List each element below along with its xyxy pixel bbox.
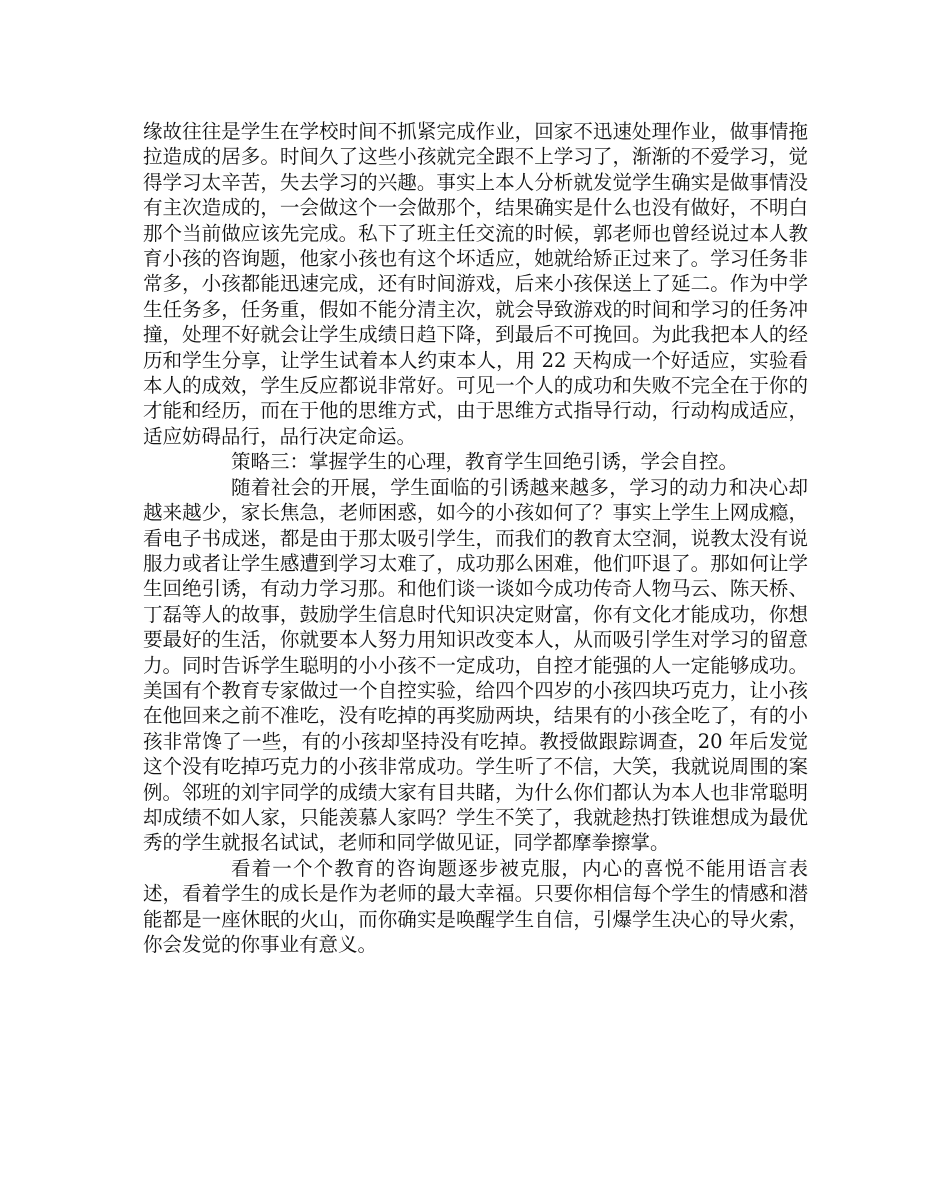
body-text [143, 119, 808, 957]
strategy-heading: 策略三：掌握学生的心理，教育学生回绝引诱，学会自控。 [231, 450, 739, 474]
paragraph-continuation: 缘故往往是学生在学校时间不抓紧完成作业，回家不迅速处理作业，做事情拖拉造成的居多。时间久了这些小孩就完全跟不上学习了，渐渐的不爱学习，觉得学习太辛苦，失去学习的兴趣。事实上本人分析就发觉学生确实是做事情没有主次造成的，一会做这个一会做那个，结果确实是什么也没有做好，不明白那个当前做应该先完成。私下了班主任交流的时候，郭老师也曾经说过本人教育小孩的咨询题，他家小孩也有这个坏适应，她就给矫正过来了。学习任务非常多，小孩都能迅速完成，还有时间游戏，后来小孩保送上了延二。作为中学生任务多，任务重，假如不能分清主次，就会导致游戏的时间和学习的任务冲撞，处理不好就会让学生成绩日趋下降，到最后不可挽回。为此我把本人的经历和学生分享，让学生试着本人约束本人，用 22 天构成一个好适应，实验看本人的成效，学生反应都说非常好。可见一个人的成功和失败不完全在于你的才能和经历，而在于他的思维方式，由于思维方式指导行动，行动构成适应，适应妨碍品行，品行决定命运。 [143, 120, 808, 448]
paragraph-conclusion: 看着一个个教育的咨询题逐步被克服，内心的喜悦不能用语言表述，看着学生的成长是作为老师的最大幸福。只要你相信每个学生的情感和潜能都是一座休眠的火山，而你确实是唤醒学生自信，引爆学生决心的导火索，你会发觉的你事业有意义。 [143, 856, 808, 956]
paragraph-strategy-three: 随着社会的开展，学生面临的引诱越来越多，学习的动力和决心却越来越少，家长焦急，老师困惑，如今的小孩如何了？事实上学生上网成瘾，看电子书成迷，都是由于那太吸引学生，而我们的教育太空洞，说教太没有说服力或者让学生感遭到学习太难了，成功那么困难，他们吓退了。那如何让学生回绝引诱，有动力学习那。和他们谈一谈如今成功传奇人物马云、陈天桥、丁磊等人的故事，鼓励学生信息时代知识决定财富，你有文化才能成功，你想要最好的生活，你就要本人努力用知识改变本人，从而吸引学生对学习的留意力。同时告诉学生聪明的小小孩不一定成功，自控才能强的人一定能够成功。美国有个教育专家做过一个自控实验，给四个四岁的小孩四块巧克力，让小孩在他回来之前不准吃，没有吃掉的再奖励两块，结果有的小孩全吃了，有的小孩非常馋了一些，有的小孩却坚持没有吃掉。教授做跟踪调查，20 年后发觉这个没有吃掉巧克力的小孩非常成功。学生听了不信，大笑，我就说周围的案例。邻班的刘宇同学的成绩大家有目共睹，为什么你们都认为本人也非常聪明却成绩不如人家，只能羡慕人家吗？学生不笑了，我就趁热打铁谁想成为最优秀的学生就报名试试，老师和同学做见证，同学都摩拳擦掌。 [143, 475, 808, 855]
